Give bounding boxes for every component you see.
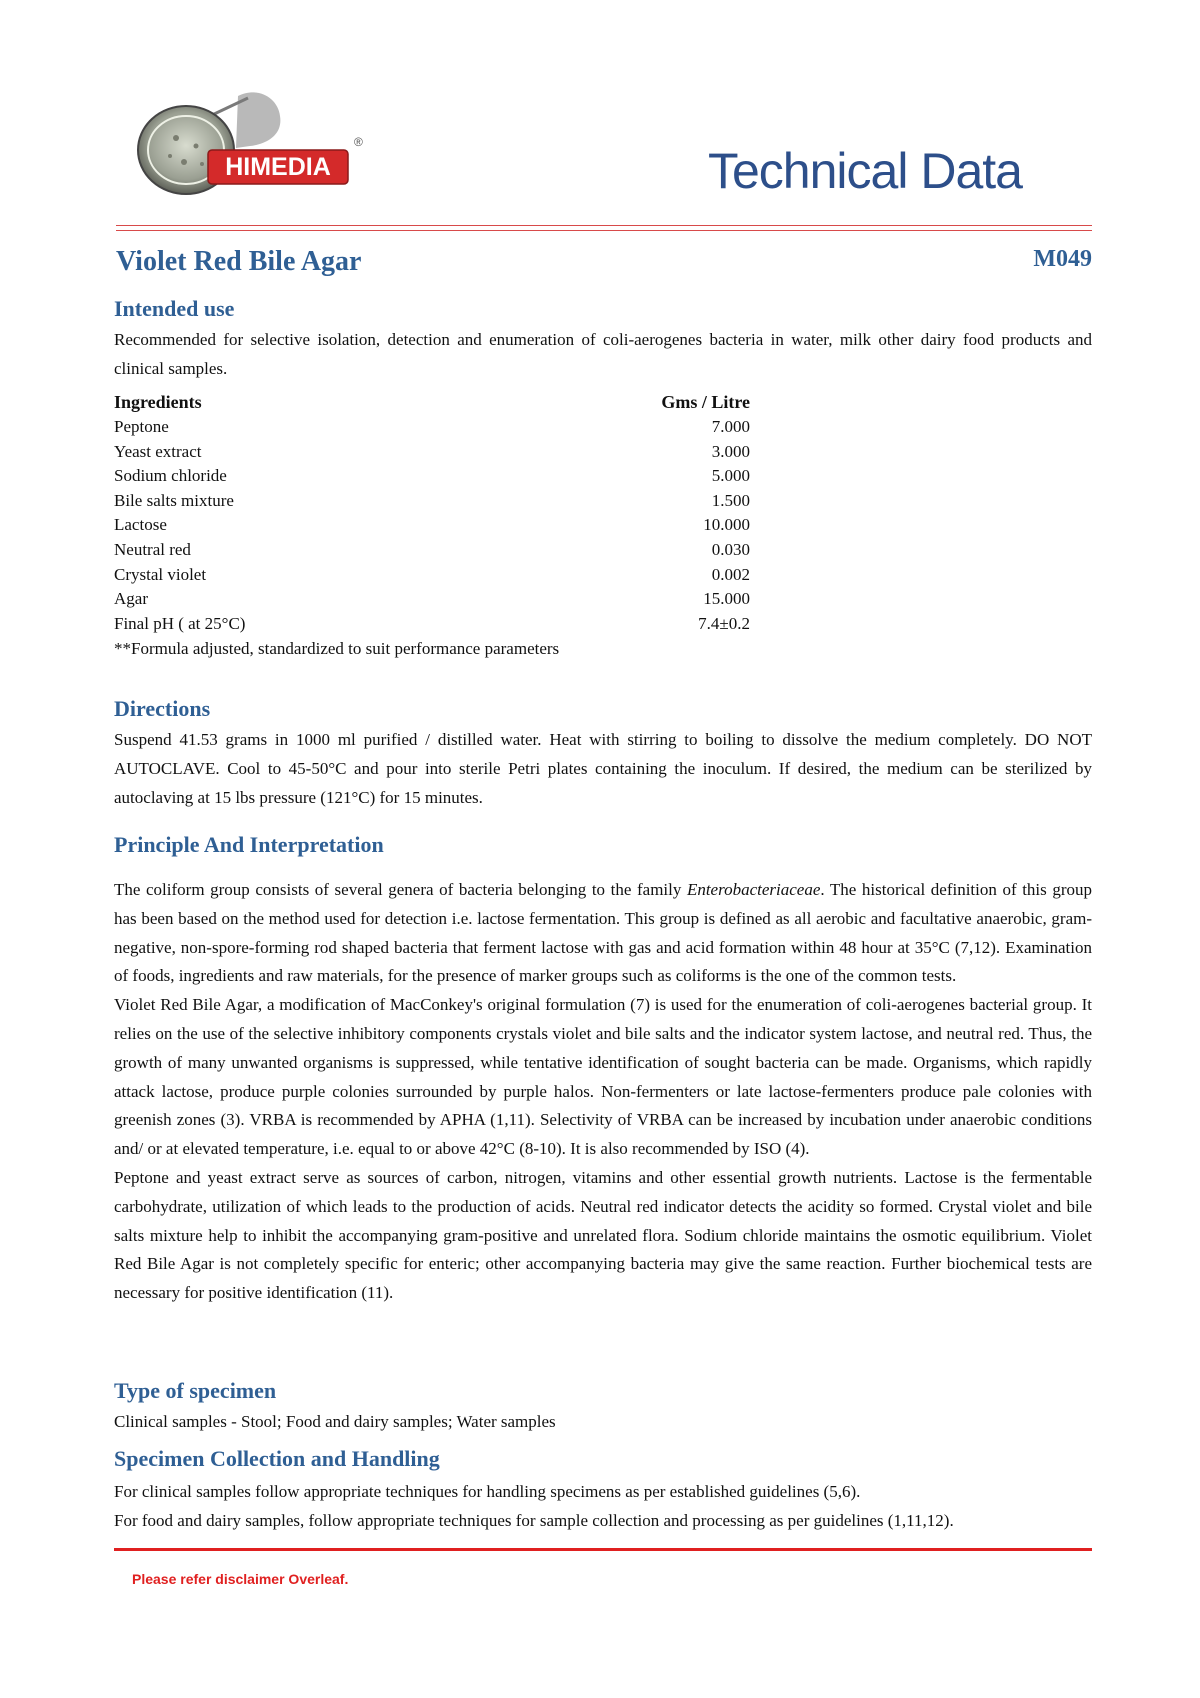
ingredient-row: Neutral red 0.030: [114, 539, 750, 559]
ingredients-col-name: Ingredients: [114, 392, 202, 412]
header-rule: [116, 230, 1092, 231]
ingredient-row: Lactose 10.000: [114, 515, 750, 535]
intended-use-text: Recommended for selective isolation, detection and enumeration of coli-aerogenes bacteria in water, milk other dairy food products and clinical samples.: [114, 330, 1092, 378]
principle-heading: Principle And Interpretation: [114, 832, 384, 857]
product-name: Violet Red Bile Agar: [116, 246, 362, 277]
technical-data-title: Technical Data: [708, 143, 1022, 199]
ingredient-row: Sodium chloride 5.000: [114, 466, 750, 486]
family-name: Enterobacteriaceae: [686, 880, 821, 899]
handling-line: For clinical samples follow appropriate techniques for handling specimens as per established guidelines (5,6).: [114, 1482, 861, 1501]
principle-text: [114, 876, 1092, 1308]
ingredients-header: [114, 390, 750, 415]
registered-mark: ®: [354, 135, 363, 149]
header-rule: [116, 225, 1092, 226]
specimen-type-text: Clinical samples - Stool; Food and dairy samples; Water samples: [114, 1412, 556, 1431]
principle-paragraph: The coliform group consists of several genera of bacteria belonging to the family Enterobacteriaceae. The historical definition of this group has been based on the method used for detection i.e. lactose fermentation. This group is defined as all aerobic and facultative anaerobic, gram-negative, non-spore-forming rod shaped bacteria that ferment lactose with gas and acid formation within 48 hour at 35°C (7,12). Examination of foods, ingredients and raw materials, for the presence of marker groups such as coliforms is the one of the common tests.: [114, 880, 1093, 986]
specimen-handling-text: [114, 1478, 1092, 1536]
ingredient-row: Crystal violet 0.002: [114, 564, 750, 584]
specimen-handling-heading: Specimen Collection and Handling: [114, 1446, 440, 1471]
ingredients-table: [114, 390, 750, 662]
specimen-type-heading: Type of specimen: [114, 1378, 277, 1403]
ingredient-row: Agar 15.000: [114, 589, 750, 609]
principle-paragraph: Violet Red Bile Agar, a modification of MacConkey's original formulation (7) is used for the enumeration of coli-aerogenes bacterial group. It relies on the use of the selective inhibitory components crystals violet and bile salts and the indicator system lactose, and neutral red. Thus, the growth of many unwanted organisms is suppressed, while tentative identification of sought bacteria can be made. Organisms, which rapidly attack lactose, produce purple colonies surrounded by purple halos. Non-fermenters or late lactose-fermenters produce pale colonies with greenish zones (3). VRBA is recommended by APHA (1,11). Selectivity of VRBA can be increased by incubation under anaerobic conditions and/ or at elevated temperature, i.e. equal to or above 42°C (8-10). It is also recommended by ISO (4).: [114, 995, 1092, 1159]
himedia-logo: [118, 86, 388, 221]
ingredients-col-value: Gms / Litre: [661, 392, 750, 412]
directions-text: Suspend 41.53 grams in 1000 ml purified / distilled water. Heat with stirring to boiling to dissolve the medium completely. DO NOT AUTOCLAVE. Cool to 45-50°C and pour into sterile Petri plates containing the inoculum. If desired, the medium can be sterilized by autoclaving at 15 lbs pressure (121°C) for 15 minutes.: [114, 730, 1092, 807]
handling-line: For food and dairy samples, follow appropriate techniques for sample collection and processing as per guidelines (1,11,12).: [114, 1510, 954, 1530]
ingredient-row: Bile salts mixture 1.500: [114, 490, 750, 510]
disclaimer-text: Please refer disclaimer Overleaf.: [132, 1571, 349, 1587]
ingredient-row: Final pH ( at 25°C) 7.4±0.2: [114, 613, 750, 633]
ingredient-row: Peptone 7.000: [114, 417, 750, 436]
principle-paragraph: Peptone and yeast extract serve as sources of carbon, nitrogen, vitamins and other essential growth nutrients. Lactose is the fermentable carbohydrate, utilization of which leads to the production of acids. Neutral red indicator detects the acidity so formed. Crystal violet and bile salts mixture help to inhibit the accompanying gram-positive and unrelated flora. Sodium chloride maintains the osmotic equilibrium. Violet Red Bile Agar is not completely specific for enteric; other accompanying bacteria may give the same reaction. Further biochemical tests are necessary for positive identification (11).: [114, 1167, 1092, 1303]
footer-rule: [114, 1548, 1092, 1551]
logo-text: HIMEDIA: [225, 153, 331, 181]
directions-heading: Directions: [114, 696, 211, 721]
product-code: M049: [1033, 246, 1092, 272]
ingredient-row: Yeast extract 3.000: [114, 441, 750, 461]
formula-note: **Formula adjusted, standardized to suit performance parameters: [114, 639, 560, 659]
intended-use-heading: Intended use: [114, 296, 235, 321]
